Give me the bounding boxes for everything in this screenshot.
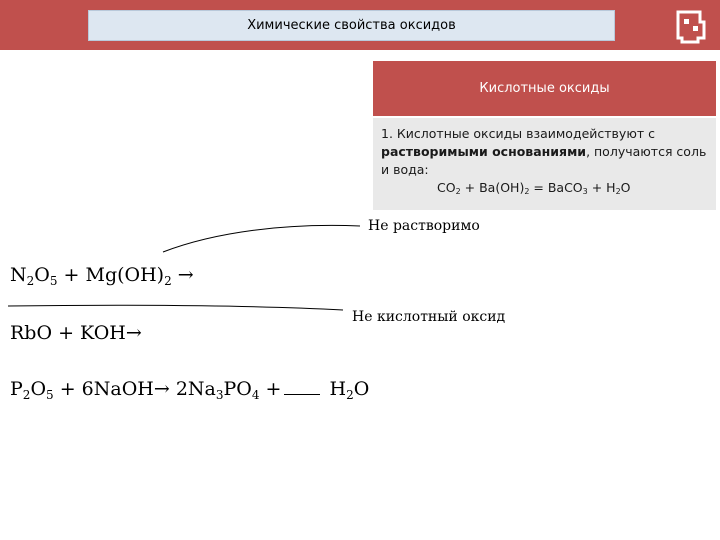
coefficient-blank [284,380,320,395]
equation-p2o5: $P_2O_5$ + 6NaOH→ $2Na_3PO_4 + H_2O$ [10,378,370,402]
acid-oxides-header: Кислотные оксиды [373,61,716,116]
equation-rbo: RbO + KOH→ [10,322,142,344]
page-title: Химические свойства оксидов [88,10,615,41]
arrow-right-icon: → [153,378,176,400]
annotation-not-soluble: Не растворимо [368,218,480,234]
acid-oxides-text: 1. Кислотные оксиды взаимодействуют с растворимыми основаниями, получаются соль и вода: [381,126,707,177]
arrow-right-icon: → [125,322,142,344]
equation-n2o5: $N_2O_5 + Mg(OH)_2$ → [10,264,194,288]
annotation-line-not-acidic [8,305,343,310]
annotation-not-acidic: Не кислотный оксид [352,309,506,325]
arrow-right-icon: → [171,264,194,286]
annotation-curve-not-soluble [163,225,360,252]
acid-oxides-equation: $CO_2 + Ba(OH)_2$ = BaCO$_3$ + $H_2O$ [437,180,631,196]
